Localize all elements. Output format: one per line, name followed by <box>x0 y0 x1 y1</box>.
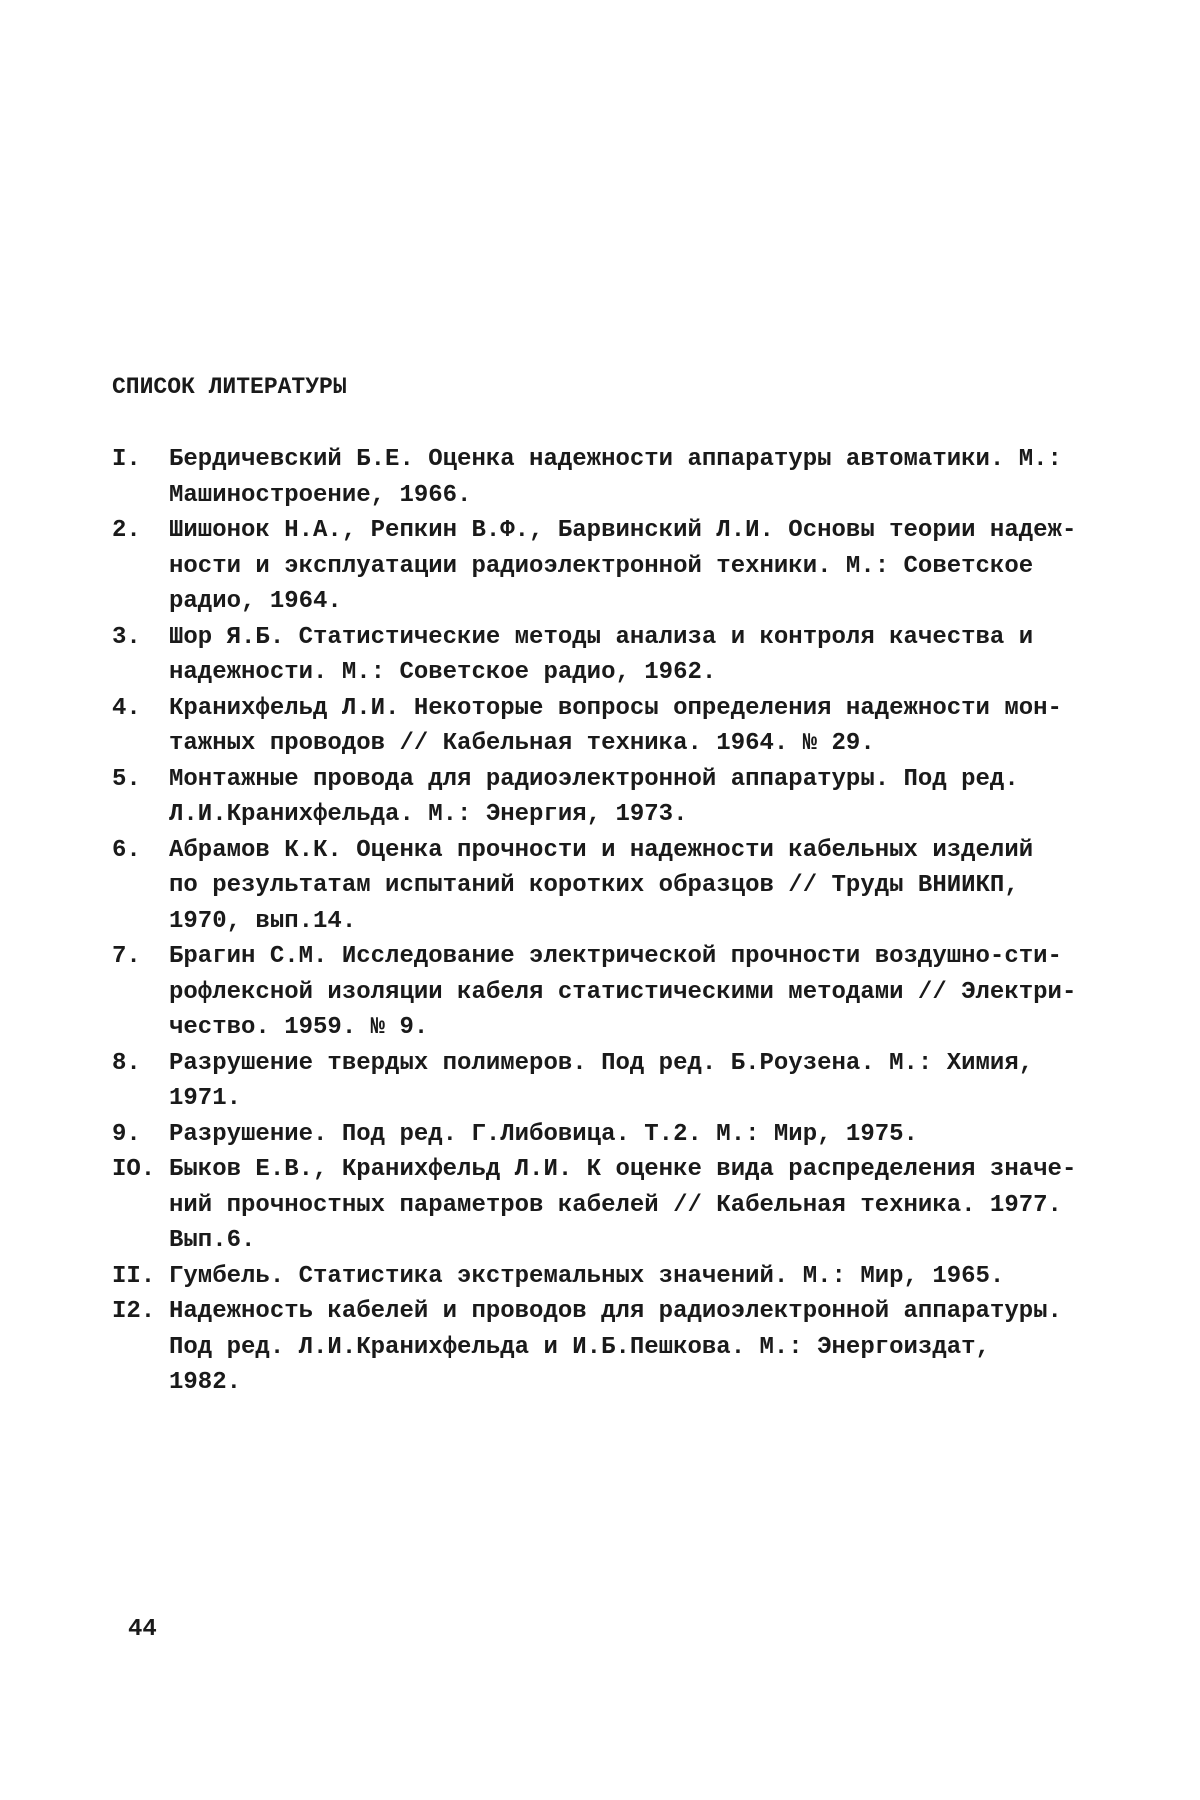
reference-list <box>112 442 1092 1401</box>
reference-line: Бердичевский Б.Е. Оценка надежности аппаратуры автоматики. М.: <box>169 446 1062 473</box>
reference-line: Монтажные провода для радиоэлектронной аппаратуры. Под ред. <box>169 765 1019 793</box>
reference-line: тажных проводов // Кабельная техника. 1964. № 29. <box>169 730 875 757</box>
reference-number: 9. <box>112 1120 141 1148</box>
reference-number: IO. <box>112 1156 156 1183</box>
reference-line: Машиностроение, 1966. <box>169 481 472 509</box>
reference-text <box>169 1152 1092 1259</box>
reference-number: II. <box>112 1262 156 1290</box>
reference-number: 7. <box>112 943 141 970</box>
reference-line: чество. 1959. № 9. <box>169 1014 429 1041</box>
reference-item <box>112 762 1092 833</box>
reference-item <box>112 691 1092 762</box>
reference-line: Вып.6. <box>169 1227 256 1254</box>
reference-item <box>112 1259 1092 1295</box>
reference-line: ний прочностных параметров кабелей // Кабельная техника. 1977. <box>169 1191 1062 1219</box>
reference-line: Абрамов К.К. Оценка прочности и надежности кабельных изделий <box>169 836 1034 864</box>
reference-line: надежности. М.: Советское радио, 1962. <box>169 659 717 686</box>
reference-number: 4. <box>112 694 141 722</box>
reference-item <box>112 1152 1092 1259</box>
reference-line: рофлексной изоляции кабеля статистическими методами // Электри- <box>169 978 1077 1006</box>
reference-line: Быков Е.В., Кранихфельд Л.И. К оценке вида распределения значе- <box>169 1156 1077 1183</box>
reference-text <box>169 1294 1092 1401</box>
reference-number: 6. <box>112 836 141 864</box>
reference-line: Гумбель. Статистика экстремальных значений. М.: Мир, 1965. <box>169 1262 1005 1290</box>
reference-item <box>112 833 1092 940</box>
reference-line: радио, 1964. <box>169 588 342 615</box>
reference-line: Кранихфельд Л.И. Некоторые вопросы определения надежности мон- <box>169 694 1062 722</box>
reference-item <box>112 620 1092 691</box>
reference-line: Л.И.Кранихфельда. М.: Энергия, 1973. <box>169 801 688 828</box>
reference-item <box>112 442 1092 513</box>
page-title: СПИСОК ЛИТЕРАТУРЫ <box>112 374 347 400</box>
reference-line: ности и эксплуатации радиоэлектронной техники. М.: Советское <box>169 552 1034 580</box>
reference-line: 1971. <box>169 1085 242 1112</box>
reference-number: I. <box>112 446 141 473</box>
page-number: 44 <box>128 1616 157 1643</box>
reference-item <box>112 1117 1092 1153</box>
reference-text <box>169 1117 1092 1153</box>
reference-line: 1982. <box>169 1369 242 1396</box>
reference-text <box>169 1259 1092 1295</box>
reference-line: 1970, вып.14. <box>169 907 357 935</box>
reference-line: Под ред. Л.И.Кранихфельда и И.Б.Пешкова. М.: Энергоиздат, <box>169 1333 990 1361</box>
reference-number: 8. <box>112 1049 141 1077</box>
reference-text <box>169 762 1092 833</box>
reference-item <box>112 939 1092 1046</box>
reference-line: Брагин С.М. Исследование электрической прочности воздушно-сти- <box>169 943 1062 970</box>
reference-item <box>112 513 1092 620</box>
reference-line: Разрушение твердых полимеров. Под ред. Б.Роузена. М.: Химия, <box>169 1049 1034 1077</box>
reference-line: Шишонок Н.А., Репкин В.Ф., Барвинский Л.И. Основы теории надеж- <box>169 517 1077 544</box>
reference-text <box>169 1046 1092 1117</box>
reference-line: по результатам испытаний коротких образцов // Труды ВНИИКП, <box>169 872 1019 899</box>
reference-text <box>169 691 1092 762</box>
reference-number: 2. <box>112 517 141 544</box>
reference-text <box>169 939 1092 1046</box>
reference-number: I2. <box>112 1298 156 1325</box>
reference-text <box>169 833 1092 940</box>
reference-number: 3. <box>112 623 141 651</box>
reference-text <box>169 513 1092 620</box>
reference-text <box>169 442 1092 513</box>
reference-number: 5. <box>112 765 141 793</box>
reference-text <box>169 620 1092 691</box>
reference-line: Разрушение. Под ред. Г.Либовица. Т.2. М.: Мир, 1975. <box>169 1120 918 1148</box>
reference-line: Надежность кабелей и проводов для радиоэлектронной аппаратуры. <box>169 1298 1062 1325</box>
reference-line: Шор Я.Б. Статистические методы анализа и контроля качества и <box>169 623 1034 651</box>
reference-item <box>112 1294 1092 1401</box>
reference-item <box>112 1046 1092 1117</box>
